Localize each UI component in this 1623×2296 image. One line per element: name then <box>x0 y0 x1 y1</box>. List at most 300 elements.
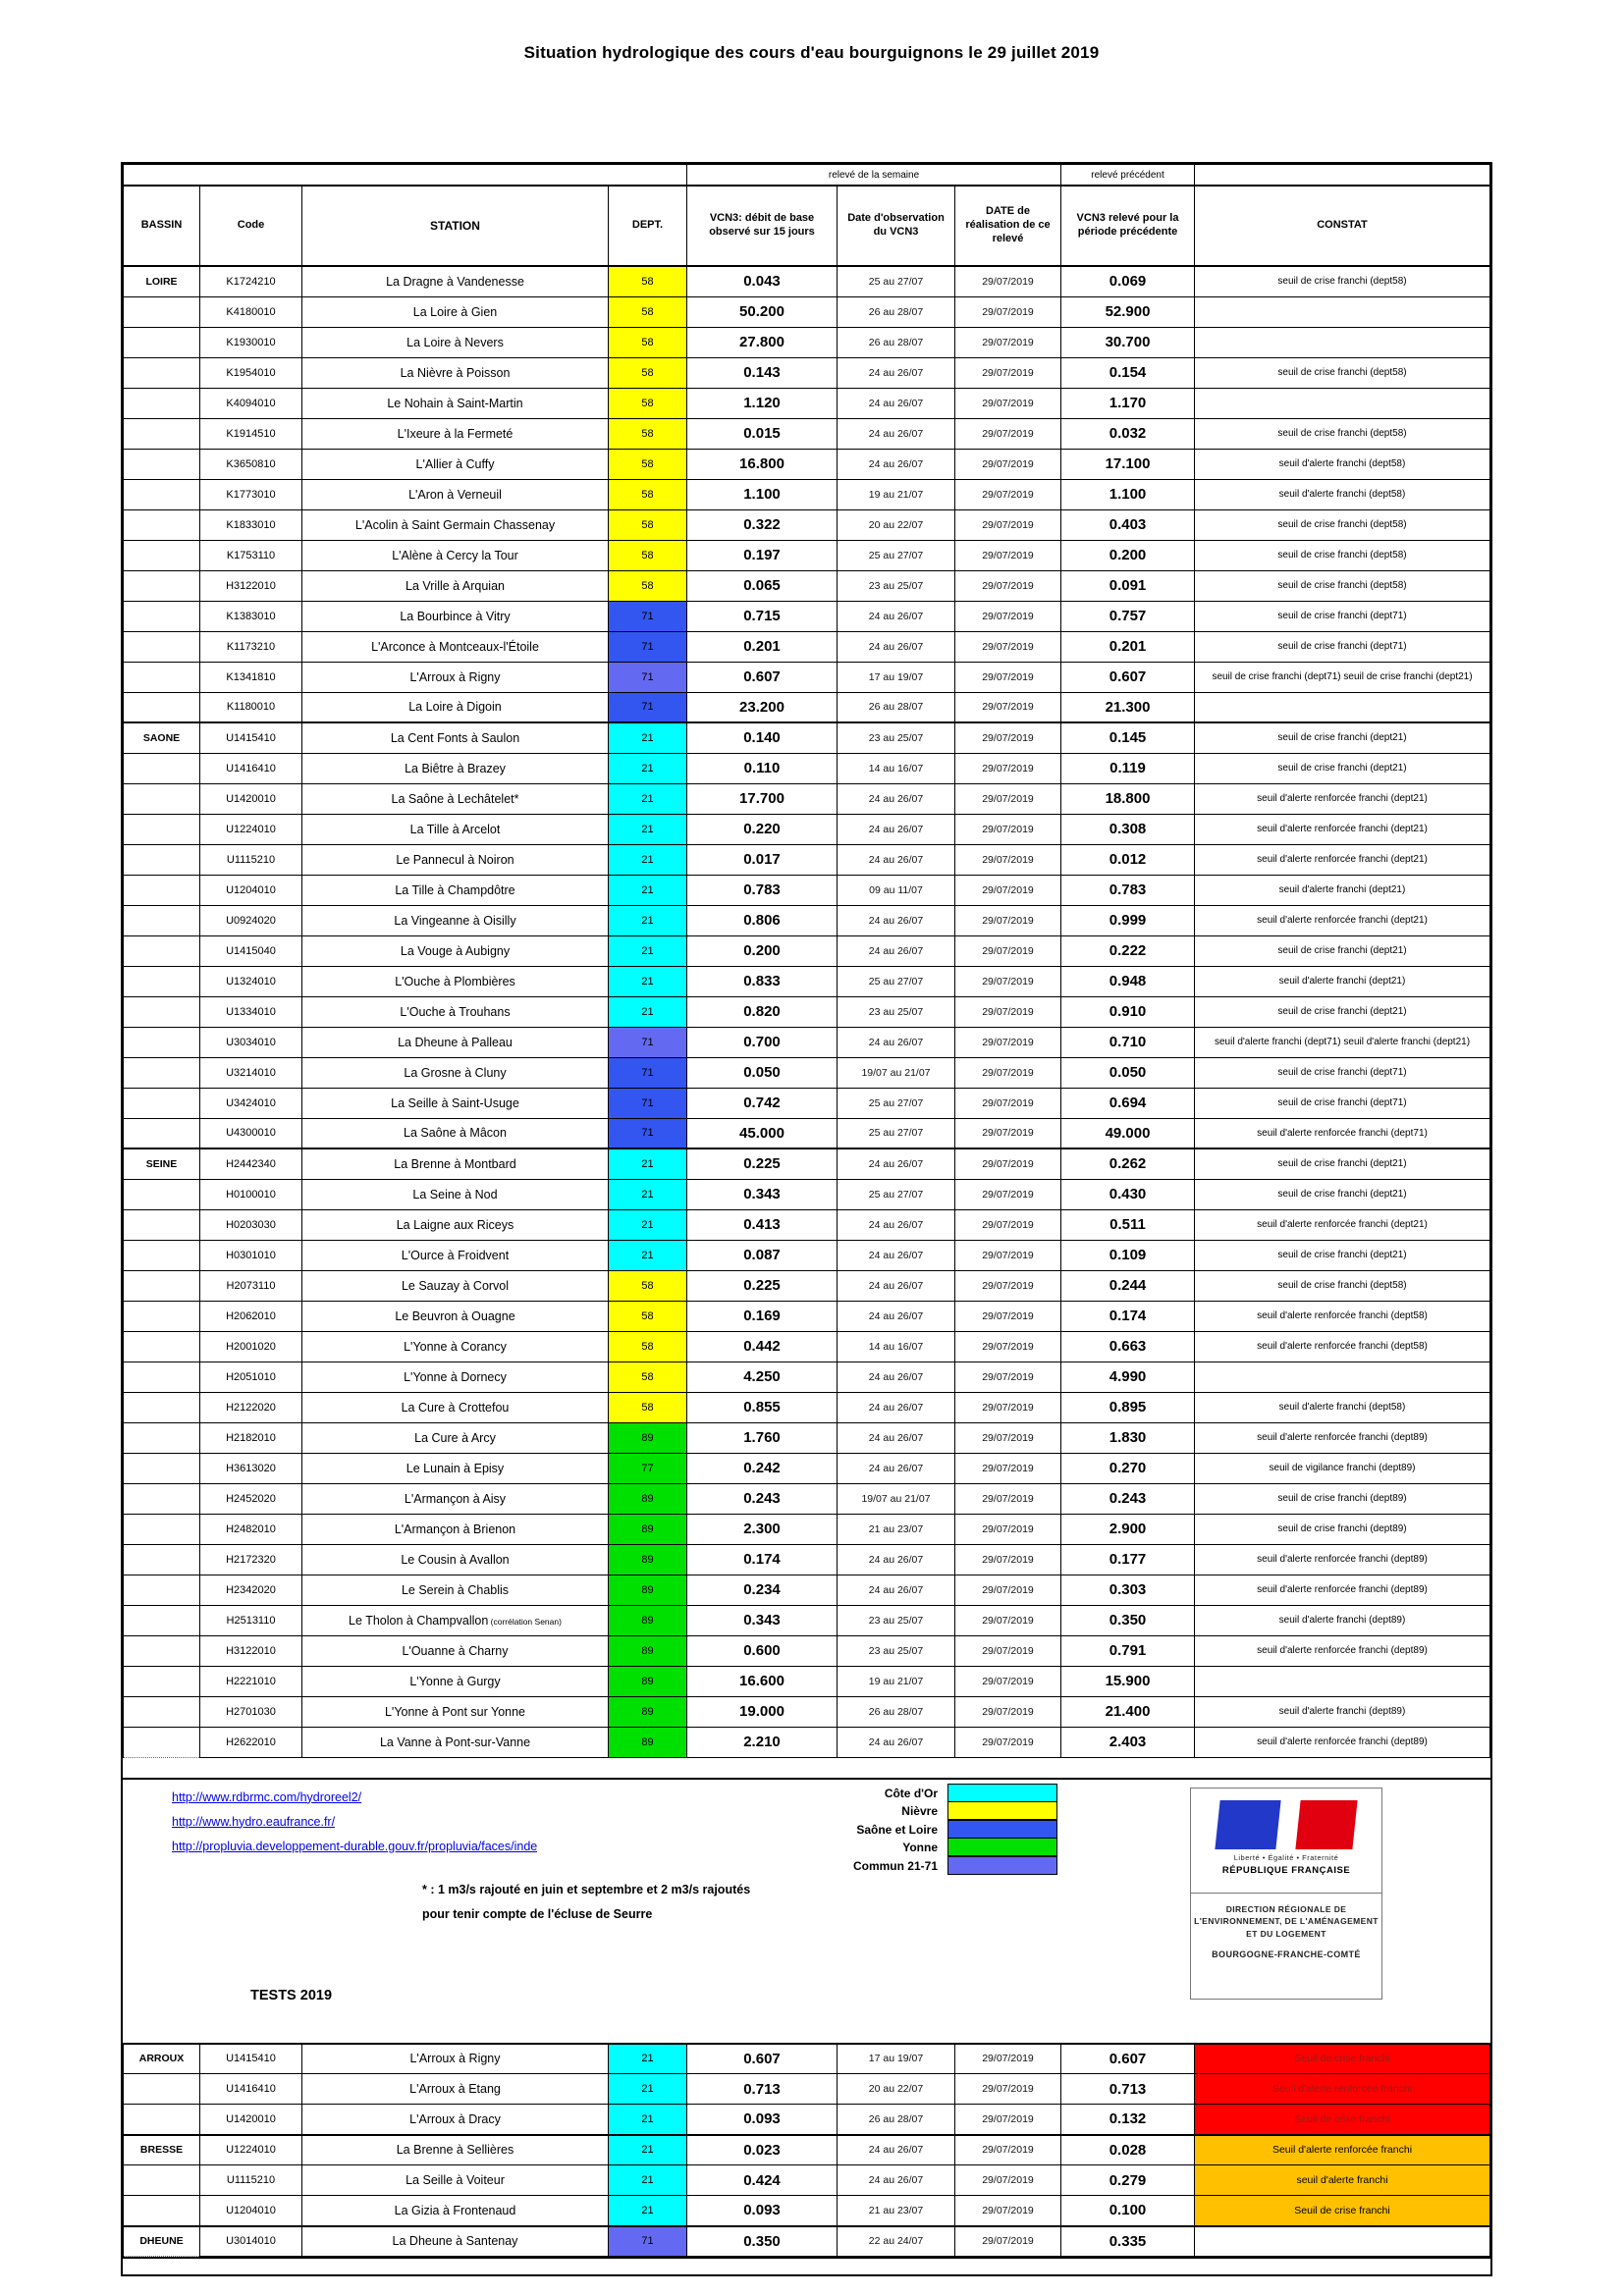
constat-cell: seuil d'alerte renforcée franchi (dept89) <box>1195 1635 1490 1666</box>
vcn3-value: 0.833 <box>687 966 838 996</box>
department-cell: 89 <box>609 1514 687 1544</box>
header-vcn3: VCN3: débit de base observé sur 15 jours <box>687 186 838 266</box>
constat-cell: seuil d'alerte franchi (dept71) seuil d'alerte franchi (dept21) <box>1195 1027 1490 1057</box>
department-cell: 58 <box>609 327 687 357</box>
station-code: H0100010 <box>200 1179 302 1209</box>
vcn3-value: 0.093 <box>687 2196 838 2226</box>
observation-date: 24 au 26/07 <box>838 935 955 966</box>
department-cell: 58 <box>609 418 687 449</box>
station-note: (corrélation Senan) <box>488 1616 562 1627</box>
table-row <box>124 449 1490 479</box>
basin-label <box>124 905 200 935</box>
basin-label: ARROUX <box>124 2044 200 2074</box>
station-name: Le Pannecul à Noiron <box>396 852 514 867</box>
survey-date: 29/07/2019 <box>955 1240 1061 1270</box>
station-name-cell <box>302 2226 609 2257</box>
previous-vcn3-value: 0.279 <box>1061 2165 1195 2196</box>
station-name-cell <box>302 2196 609 2226</box>
table-row <box>124 1666 1490 1696</box>
department-cell: 21 <box>609 2196 687 2226</box>
observation-date: 26 au 28/07 <box>838 327 955 357</box>
station-code: H3122010 <box>200 570 302 601</box>
station-name: L'Allier à Cuffy <box>415 456 495 471</box>
station-name-cell <box>302 1696 609 1727</box>
survey-date: 29/07/2019 <box>955 2226 1061 2257</box>
station-code: H2182010 <box>200 1422 302 1453</box>
vcn3-value: 0.600 <box>687 1635 838 1666</box>
station-name: L'Arroux à Dracy <box>409 2111 501 2126</box>
previous-vcn3-value: 0.154 <box>1061 357 1195 388</box>
survey-date: 29/07/2019 <box>955 875 1061 905</box>
station-code: K1914510 <box>200 418 302 449</box>
station-code: H2001020 <box>200 1331 302 1362</box>
footnote <box>422 1878 750 1927</box>
station-name-cell <box>302 2074 609 2105</box>
station-code: H2342020 <box>200 1575 302 1605</box>
observation-date: 19 au 21/07 <box>838 479 955 509</box>
header-constat: CONSTAT <box>1195 186 1490 266</box>
observation-date: 25 au 27/07 <box>838 1179 955 1209</box>
previous-vcn3-value: 21.400 <box>1061 1696 1195 1727</box>
observation-date: 24 au 26/07 <box>838 1453 955 1483</box>
vcn3-value: 0.855 <box>687 1392 838 1422</box>
station-name: L'Ixeure à la Fermeté <box>397 426 514 441</box>
table-row <box>124 2226 1490 2257</box>
basin-label <box>124 1118 200 1148</box>
legend-label-saone-et-loire: Saône et Loire <box>856 1822 938 1837</box>
station-code: H2122020 <box>200 1392 302 1422</box>
basin-label <box>124 1057 200 1088</box>
department-cell: 71 <box>609 662 687 692</box>
observation-date: 14 au 16/07 <box>838 1331 955 1362</box>
department-cell: 58 <box>609 1270 687 1301</box>
department-cell: 58 <box>609 1392 687 1422</box>
department-cell: 21 <box>609 1209 687 1240</box>
previous-vcn3-value: 0.091 <box>1061 570 1195 601</box>
station-name: La Loire à Nevers <box>406 335 504 349</box>
observation-date: 22 au 24/07 <box>838 2226 955 2257</box>
survey-date: 29/07/2019 <box>955 2165 1061 2196</box>
vcn3-value: 0.343 <box>687 1179 838 1209</box>
french-flag-icon <box>1217 1800 1355 1849</box>
station-name-cell <box>302 1301 609 1331</box>
survey-date: 29/07/2019 <box>955 1301 1061 1331</box>
station-name-cell <box>302 1209 609 1240</box>
station-name-cell <box>302 1057 609 1088</box>
station-code: K1954010 <box>200 357 302 388</box>
vcn3-value: 0.424 <box>687 2165 838 2196</box>
survey-date: 29/07/2019 <box>955 1453 1061 1483</box>
previous-vcn3-value: 49.000 <box>1061 1118 1195 1148</box>
station-name-cell <box>302 783 609 814</box>
survey-date: 29/07/2019 <box>955 1544 1061 1575</box>
previous-vcn3-value: 0.012 <box>1061 844 1195 875</box>
basin-label <box>124 1422 200 1453</box>
basin-label <box>124 540 200 570</box>
basin-label <box>124 1575 200 1605</box>
department-cell: 58 <box>609 540 687 570</box>
vcn3-value: 0.607 <box>687 2044 838 2074</box>
survey-date: 29/07/2019 <box>955 1179 1061 1209</box>
department-cell: 58 <box>609 479 687 509</box>
constat-cell: Seuil de crise franchi <box>1195 2105 1490 2135</box>
station-name: La Grosne à Cluny <box>404 1065 507 1080</box>
vcn3-value: 2.210 <box>687 1727 838 1757</box>
table-row <box>124 1027 1490 1057</box>
station-name: L'Ource à Froidvent <box>401 1248 510 1262</box>
survey-date: 29/07/2019 <box>955 753 1061 783</box>
link-propluvia[interactable]: http://propluvia.developpement-durable.gouv.fr/propluvia/faces/inde <box>172 1839 538 1853</box>
header-date-obs: Date d'observation du VCN3 <box>838 186 955 266</box>
constat-cell: seuil de crise franchi (dept89) <box>1195 1514 1490 1544</box>
station-name-cell <box>302 1422 609 1453</box>
previous-vcn3-value: 1.100 <box>1061 479 1195 509</box>
station-name: La Seine à Nod <box>412 1187 498 1201</box>
vcn3-value: 23.200 <box>687 692 838 722</box>
vcn3-value: 0.140 <box>687 722 838 753</box>
previous-vcn3-value: 0.174 <box>1061 1301 1195 1331</box>
station-name: Le Lunain à Episy <box>406 1461 505 1475</box>
station-code: U4300010 <box>200 1118 302 1148</box>
table-row <box>124 2044 1490 2074</box>
previous-vcn3-value: 18.800 <box>1061 783 1195 814</box>
observation-date: 24 au 26/07 <box>838 783 955 814</box>
constat-cell: seuil d'alerte franchi (dept58) <box>1195 1392 1490 1422</box>
survey-date: 29/07/2019 <box>955 1270 1061 1301</box>
main-table-body <box>124 266 1490 1757</box>
previous-vcn3-value: 0.100 <box>1061 2196 1195 2226</box>
department-cell: 89 <box>609 1727 687 1757</box>
station-code: U1224010 <box>200 814 302 844</box>
survey-date: 29/07/2019 <box>955 631 1061 662</box>
survey-date: 29/07/2019 <box>955 1575 1061 1605</box>
basin-label <box>124 1362 200 1392</box>
station-name-cell <box>302 844 609 875</box>
station-name-cell <box>302 1331 609 1362</box>
station-name-cell <box>302 1544 609 1575</box>
observation-date: 25 au 27/07 <box>838 966 955 996</box>
legend-swatch-cote-dor <box>947 1784 1057 1802</box>
previous-vcn3-value: 52.900 <box>1061 296 1195 327</box>
observation-date: 25 au 27/07 <box>838 266 955 296</box>
station-name: Le Cousin à Avallon <box>401 1552 510 1567</box>
previous-vcn3-value: 0.757 <box>1061 601 1195 631</box>
vcn3-value: 0.413 <box>687 1209 838 1240</box>
department-cell: 21 <box>609 996 687 1027</box>
survey-date: 29/07/2019 <box>955 1514 1061 1544</box>
legend-row <box>658 1839 1057 1857</box>
survey-date: 29/07/2019 <box>955 692 1061 722</box>
survey-date: 29/07/2019 <box>955 1696 1061 1727</box>
station-name-cell <box>302 570 609 601</box>
observation-date: 26 au 28/07 <box>838 692 955 722</box>
station-name: L'Yonne à Gurgy <box>409 1674 501 1688</box>
observation-date: 24 au 26/07 <box>838 449 955 479</box>
survey-date: 29/07/2019 <box>955 540 1061 570</box>
previous-vcn3-value: 0.244 <box>1061 1270 1195 1301</box>
observation-date: 24 au 26/07 <box>838 905 955 935</box>
legend-swatch-nievre <box>947 1801 1057 1820</box>
band-empty-left <box>124 165 687 187</box>
station-name: L'Arconce à Montceaux-l'Étoile <box>371 639 539 654</box>
vcn3-value: 0.201 <box>687 631 838 662</box>
station-code: U1415040 <box>200 935 302 966</box>
basin-label <box>124 1331 200 1362</box>
vcn3-value: 0.197 <box>687 540 838 570</box>
station-code: U1415410 <box>200 722 302 753</box>
station-code: U3424010 <box>200 1088 302 1118</box>
header-date-real: DATE de réalisation de ce relevé <box>955 186 1061 266</box>
observation-date: 14 au 16/07 <box>838 753 955 783</box>
department-cell: 89 <box>609 1544 687 1575</box>
basin-label <box>124 1392 200 1422</box>
station-name-cell <box>302 2135 609 2165</box>
table-row <box>124 996 1490 1027</box>
observation-date: 23 au 25/07 <box>838 722 955 753</box>
observation-date: 17 au 19/07 <box>838 2044 955 2074</box>
constat-cell: seuil d'alerte renforcée franchi (dept58) <box>1195 1301 1490 1331</box>
survey-date: 29/07/2019 <box>955 1392 1061 1422</box>
basin-label <box>124 1666 200 1696</box>
department-color-legend <box>658 1785 1057 1876</box>
department-cell: 89 <box>609 1696 687 1727</box>
station-code: U1204010 <box>200 2196 302 2226</box>
station-code: H3122010 <box>200 1635 302 1666</box>
basin-label <box>124 662 200 692</box>
vcn3-value: 0.225 <box>687 1148 838 1179</box>
station-name-cell <box>302 1088 609 1118</box>
constat-cell: seuil de crise franchi (dept58) <box>1195 570 1490 601</box>
department-cell: 21 <box>609 2135 687 2165</box>
previous-vcn3-value: 0.694 <box>1061 1088 1195 1118</box>
observation-date: 24 au 26/07 <box>838 1575 955 1605</box>
link-hydroreel[interactable]: http://www.rdbrmc.com/hydroreel2/ <box>172 1789 362 1804</box>
header-bassin: BASSIN <box>124 186 200 266</box>
constat-cell: seuil d'alerte franchi (dept58) <box>1195 449 1490 479</box>
constat-cell: seuil d'alerte renforcée franchi (dept71) <box>1195 1118 1490 1148</box>
basin-label <box>124 1514 200 1544</box>
station-name: La Vrille à Arquian <box>406 578 505 593</box>
observation-date: 21 au 23/07 <box>838 1514 955 1544</box>
table-row <box>124 1514 1490 1544</box>
basin-label <box>124 783 200 814</box>
basin-label <box>124 1696 200 1727</box>
station-name: La Dheune à Palleau <box>398 1035 513 1049</box>
observation-date: 26 au 28/07 <box>838 1696 955 1727</box>
vcn3-value: 0.350 <box>687 2226 838 2257</box>
vcn3-value: 0.174 <box>687 1544 838 1575</box>
page-title: Situation hydrologique des cours d'eau bourguignons le 29 juillet 2019 <box>523 43 1100 62</box>
previous-vcn3-value: 0.177 <box>1061 1544 1195 1575</box>
links-block <box>172 1786 537 1859</box>
header-band <box>124 165 1490 187</box>
department-cell: 21 <box>609 722 687 753</box>
station-code: K1753110 <box>200 540 302 570</box>
station-code: K1180010 <box>200 692 302 722</box>
survey-date: 29/07/2019 <box>955 1118 1061 1148</box>
station-name-cell <box>302 1575 609 1605</box>
observation-date: 09 au 11/07 <box>838 875 955 905</box>
department-cell: 71 <box>609 631 687 662</box>
previous-vcn3-value: 0.350 <box>1061 1605 1195 1635</box>
department-cell: 58 <box>609 570 687 601</box>
basin-label <box>124 1209 200 1240</box>
constat-cell: seuil d'alerte franchi (dept89) <box>1195 1696 1490 1727</box>
observation-date: 19 au 21/07 <box>838 1666 955 1696</box>
station-name: La Tille à Arcelot <box>409 822 501 836</box>
constat-cell: seuil de crise franchi (dept58) <box>1195 540 1490 570</box>
flag-red-shape <box>1295 1800 1357 1849</box>
station-name-cell <box>302 388 609 418</box>
previous-vcn3-value: 0.303 <box>1061 1575 1195 1605</box>
previous-vcn3-value: 0.200 <box>1061 540 1195 570</box>
department-cell: 58 <box>609 266 687 296</box>
station-name-cell <box>302 357 609 388</box>
legend-row <box>658 1821 1057 1840</box>
vcn3-value: 0.200 <box>687 935 838 966</box>
logo-region: BOURGOGNE-FRANCHE-COMTÉ <box>1212 1949 1361 1959</box>
previous-vcn3-value: 30.700 <box>1061 327 1195 357</box>
table-row <box>124 1148 1490 1179</box>
station-name-cell <box>302 327 609 357</box>
table-row <box>124 1422 1490 1453</box>
constat-cell: seuil d'alerte franchi <box>1195 2165 1490 2196</box>
survey-date: 29/07/2019 <box>955 388 1061 418</box>
constat-cell: Seuil de crise franchi <box>1195 2196 1490 2226</box>
basin-label <box>124 692 200 722</box>
constat-cell <box>1195 327 1490 357</box>
station-code: U1324010 <box>200 966 302 996</box>
station-name-cell <box>302 722 609 753</box>
station-code: U3014010 <box>200 2226 302 2257</box>
station-code: U1204010 <box>200 875 302 905</box>
station-name-cell <box>302 935 609 966</box>
department-cell: 89 <box>609 1575 687 1605</box>
constat-cell: seuil de crise franchi (dept21) <box>1195 1240 1490 1270</box>
footnote-line-2: pour tenir compte de l'écluse de Seurre <box>422 1906 653 1921</box>
table-row <box>124 1635 1490 1666</box>
survey-date: 29/07/2019 <box>955 2105 1061 2135</box>
basin-label <box>124 2105 200 2135</box>
vcn3-value: 1.760 <box>687 1422 838 1453</box>
vcn3-value: 0.225 <box>687 1270 838 1301</box>
header-station: STATION <box>302 186 609 266</box>
vcn3-value: 0.713 <box>687 2074 838 2105</box>
survey-date: 29/07/2019 <box>955 570 1061 601</box>
band-empty-right <box>1195 165 1490 187</box>
table-row <box>124 1209 1490 1240</box>
survey-date: 29/07/2019 <box>955 1088 1061 1118</box>
table-row <box>124 875 1490 905</box>
survey-date: 29/07/2019 <box>955 1605 1061 1635</box>
survey-date: 29/07/2019 <box>955 1727 1061 1757</box>
department-cell: 58 <box>609 1362 687 1392</box>
observation-date: 19/07 au 21/07 <box>838 1483 955 1514</box>
station-name-cell <box>302 996 609 1027</box>
previous-vcn3-value: 4.990 <box>1061 1362 1195 1392</box>
table-row <box>124 662 1490 692</box>
department-cell: 71 <box>609 2226 687 2257</box>
vcn3-value: 0.242 <box>687 1453 838 1483</box>
table-row <box>124 327 1490 357</box>
survey-date: 29/07/2019 <box>955 479 1061 509</box>
station-name-cell <box>302 601 609 631</box>
department-cell: 77 <box>609 1453 687 1483</box>
station-name-cell <box>302 662 609 692</box>
bottom-spacer-strip <box>123 2257 1490 2274</box>
header-vcn3-prev: VCN3 relevé pour la période précédente <box>1061 186 1195 266</box>
station-name: L'Aron à Verneuil <box>408 487 502 502</box>
table-row <box>124 1605 1490 1635</box>
constat-cell: seuil de crise franchi (dept58) <box>1195 266 1490 296</box>
table-row <box>124 509 1490 540</box>
station-name: La Seille à Voiteur <box>406 2173 505 2187</box>
station-code: K3650810 <box>200 449 302 479</box>
column-headers <box>124 186 1490 266</box>
vcn3-value: 0.715 <box>687 601 838 631</box>
observation-date: 24 au 26/07 <box>838 844 955 875</box>
survey-date: 29/07/2019 <box>955 1148 1061 1179</box>
constat-cell: seuil de crise franchi (dept21) <box>1195 1148 1490 1179</box>
basin-label <box>124 509 200 540</box>
observation-date: 24 au 26/07 <box>838 1301 955 1331</box>
table-row <box>124 1453 1490 1483</box>
survey-date: 29/07/2019 <box>955 1362 1061 1392</box>
link-eaufrance[interactable]: http://www.hydro.eaufrance.fr/ <box>172 1814 336 1829</box>
department-cell: 58 <box>609 1301 687 1331</box>
logo-motto: Liberté • Égalité • Fraternité <box>1233 1852 1339 1862</box>
station-code: K4180010 <box>200 296 302 327</box>
department-cell: 89 <box>609 1635 687 1666</box>
department-cell: 21 <box>609 2105 687 2135</box>
station-name: La Saône à Lechâtelet* <box>391 791 519 806</box>
constat-cell: seuil d'alerte renforcée franchi (dept21) <box>1195 783 1490 814</box>
station-name: La Vingeanne à Oisilly <box>394 913 516 928</box>
basin-label <box>124 357 200 388</box>
table-row <box>124 2105 1490 2135</box>
previous-vcn3-value: 0.663 <box>1061 1331 1195 1362</box>
basin-label <box>124 966 200 996</box>
legend-swatch-yonne <box>947 1838 1057 1856</box>
station-code: K1383010 <box>200 601 302 631</box>
legend-swatch-saone-et-loire <box>947 1820 1057 1839</box>
previous-vcn3-value: 2.900 <box>1061 1514 1195 1544</box>
survey-date: 29/07/2019 <box>955 1483 1061 1514</box>
survey-date: 29/07/2019 <box>955 2196 1061 2226</box>
observation-date: 24 au 26/07 <box>838 1270 955 1301</box>
constat-cell: seuil de crise franchi (dept21) <box>1195 935 1490 966</box>
department-cell: 21 <box>609 1179 687 1209</box>
survey-date: 29/07/2019 <box>955 996 1061 1027</box>
station-code: U1415410 <box>200 2044 302 2074</box>
station-name: L'Ouche à Trouhans <box>400 1004 511 1019</box>
station-code: H2051010 <box>200 1362 302 1392</box>
previous-vcn3-value: 0.791 <box>1061 1635 1195 1666</box>
table-row <box>124 266 1490 296</box>
department-cell: 21 <box>609 844 687 875</box>
constat-cell: seuil d'alerte renforcée franchi (dept89) <box>1195 1422 1490 1453</box>
table-row <box>124 1483 1490 1514</box>
logo-republic: RÉPUBLIQUE FRANÇAISE <box>1221 1864 1351 1876</box>
station-code: U0924020 <box>200 905 302 935</box>
basin-label <box>124 1179 200 1209</box>
previous-vcn3-value: 0.109 <box>1061 1240 1195 1270</box>
basin-label <box>124 1544 200 1575</box>
station-name: La Vouge à Aubigny <box>400 943 511 958</box>
station-code: H2073110 <box>200 1270 302 1301</box>
survey-date: 29/07/2019 <box>955 935 1061 966</box>
constat-cell <box>1195 1666 1490 1696</box>
